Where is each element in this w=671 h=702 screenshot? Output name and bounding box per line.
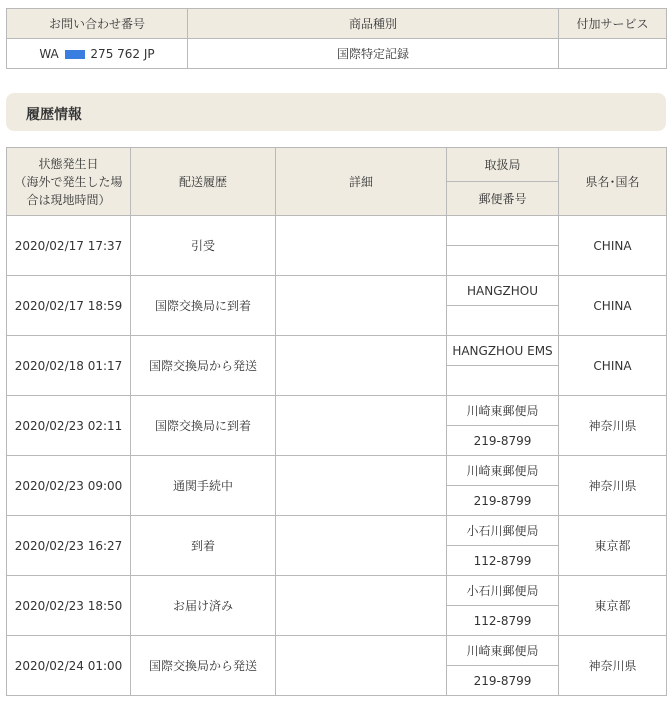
- product-type-header: 商品種別: [188, 9, 559, 39]
- status-date-cell: 2020/02/17 17:37: [7, 216, 131, 276]
- history-row: [7, 636, 667, 666]
- postal-code-cell: 219-8799: [447, 666, 559, 696]
- detail-cell: [276, 276, 447, 336]
- summary-table: [6, 8, 667, 69]
- region-cell: 神奈川県: [559, 396, 667, 456]
- office-cell: 小石川郵便局: [447, 576, 559, 606]
- region-cell: 東京都: [559, 516, 667, 576]
- status-date-header: [7, 148, 131, 216]
- office-cell: 川崎東郵便局: [447, 456, 559, 486]
- region-cell: 東京都: [559, 576, 667, 636]
- history-body: [7, 216, 667, 696]
- history-row: [7, 336, 667, 366]
- postal-code-cell: 219-8799: [447, 486, 559, 516]
- status-date-cell: 2020/02/23 02:11: [7, 396, 131, 456]
- status-date-cell: 2020/02/17 18:59: [7, 276, 131, 336]
- detail-cell: [276, 396, 447, 456]
- office-cell: 川崎東郵便局: [447, 636, 559, 666]
- tracking-number-cell: [7, 39, 188, 69]
- office-cell: [447, 216, 559, 246]
- detail-cell: [276, 516, 447, 576]
- detail-cell: [276, 636, 447, 696]
- office-header: 取扱局: [447, 148, 559, 182]
- extra-service-header: 付加サービス: [559, 9, 667, 39]
- status-date-header-line3: 合は現地時間）: [26, 192, 111, 207]
- delivery-event-cell: 引受: [131, 216, 276, 276]
- office-cell: 小石川郵便局: [447, 516, 559, 546]
- tracking-prefix: WA: [39, 46, 59, 61]
- delivery-history-header: 配送履歴: [131, 148, 276, 216]
- history-row: [7, 276, 667, 306]
- delivery-event-cell: 到着: [131, 516, 276, 576]
- tracking-number-header: お問い合わせ番号: [7, 9, 188, 39]
- region-cell: CHINA: [559, 216, 667, 276]
- masked-digits: [65, 50, 85, 59]
- region-cell: 神奈川県: [559, 636, 667, 696]
- status-date-header-line2: （海外で発生した場: [14, 174, 123, 189]
- postal-code-cell: [447, 366, 559, 396]
- delivery-event-cell: 国際交換局に到着: [131, 276, 276, 336]
- extra-service-cell: [559, 39, 667, 69]
- summary-row: [7, 39, 667, 69]
- postal-code-cell: [447, 246, 559, 276]
- summary-header-row: [7, 9, 667, 39]
- delivery-event-cell: 国際交換局から発送: [131, 636, 276, 696]
- history-row: [7, 576, 667, 606]
- detail-cell: [276, 576, 447, 636]
- delivery-event-cell: 通関手続中: [131, 456, 276, 516]
- postal-code-header: 郵便番号: [447, 182, 559, 216]
- status-date-header-line1: 状態発生日: [38, 156, 99, 171]
- office-cell: HANGZHOU: [447, 276, 559, 306]
- detail-cell: [276, 216, 447, 276]
- detail-cell: [276, 336, 447, 396]
- postal-code-cell: [447, 306, 559, 336]
- postal-code-cell: 112-8799: [447, 546, 559, 576]
- history-section-header: [6, 93, 666, 131]
- history-row: [7, 216, 667, 246]
- postal-code-cell: 219-8799: [447, 426, 559, 456]
- tracking-suffix: 275 762 JP: [90, 46, 155, 61]
- delivery-event-cell: 国際交換局に到着: [131, 396, 276, 456]
- history-row: [7, 456, 667, 486]
- delivery-event-cell: 国際交換局から発送: [131, 336, 276, 396]
- status-date-cell: 2020/02/18 01:17: [7, 336, 131, 396]
- status-date-cell: 2020/02/23 18:50: [7, 576, 131, 636]
- postal-code-cell: 112-8799: [447, 606, 559, 636]
- region-header: 県名･国名: [559, 148, 667, 216]
- status-date-cell: 2020/02/23 16:27: [7, 516, 131, 576]
- product-type-cell: 国際特定記録: [188, 39, 559, 69]
- history-section-title: 履歴情報: [26, 107, 82, 123]
- delivery-event-cell: お届け済み: [131, 576, 276, 636]
- office-cell: HANGZHOU EMS: [447, 336, 559, 366]
- history-row: [7, 516, 667, 546]
- detail-header: 詳細: [276, 148, 447, 216]
- status-date-cell: 2020/02/23 09:00: [7, 456, 131, 516]
- office-cell: 川崎東郵便局: [447, 396, 559, 426]
- history-header-row: [7, 148, 667, 182]
- region-cell: CHINA: [559, 276, 667, 336]
- history-row: [7, 396, 667, 426]
- region-cell: 神奈川県: [559, 456, 667, 516]
- detail-cell: [276, 456, 447, 516]
- region-cell: CHINA: [559, 336, 667, 396]
- history-table: [6, 147, 667, 696]
- status-date-cell: 2020/02/24 01:00: [7, 636, 131, 696]
